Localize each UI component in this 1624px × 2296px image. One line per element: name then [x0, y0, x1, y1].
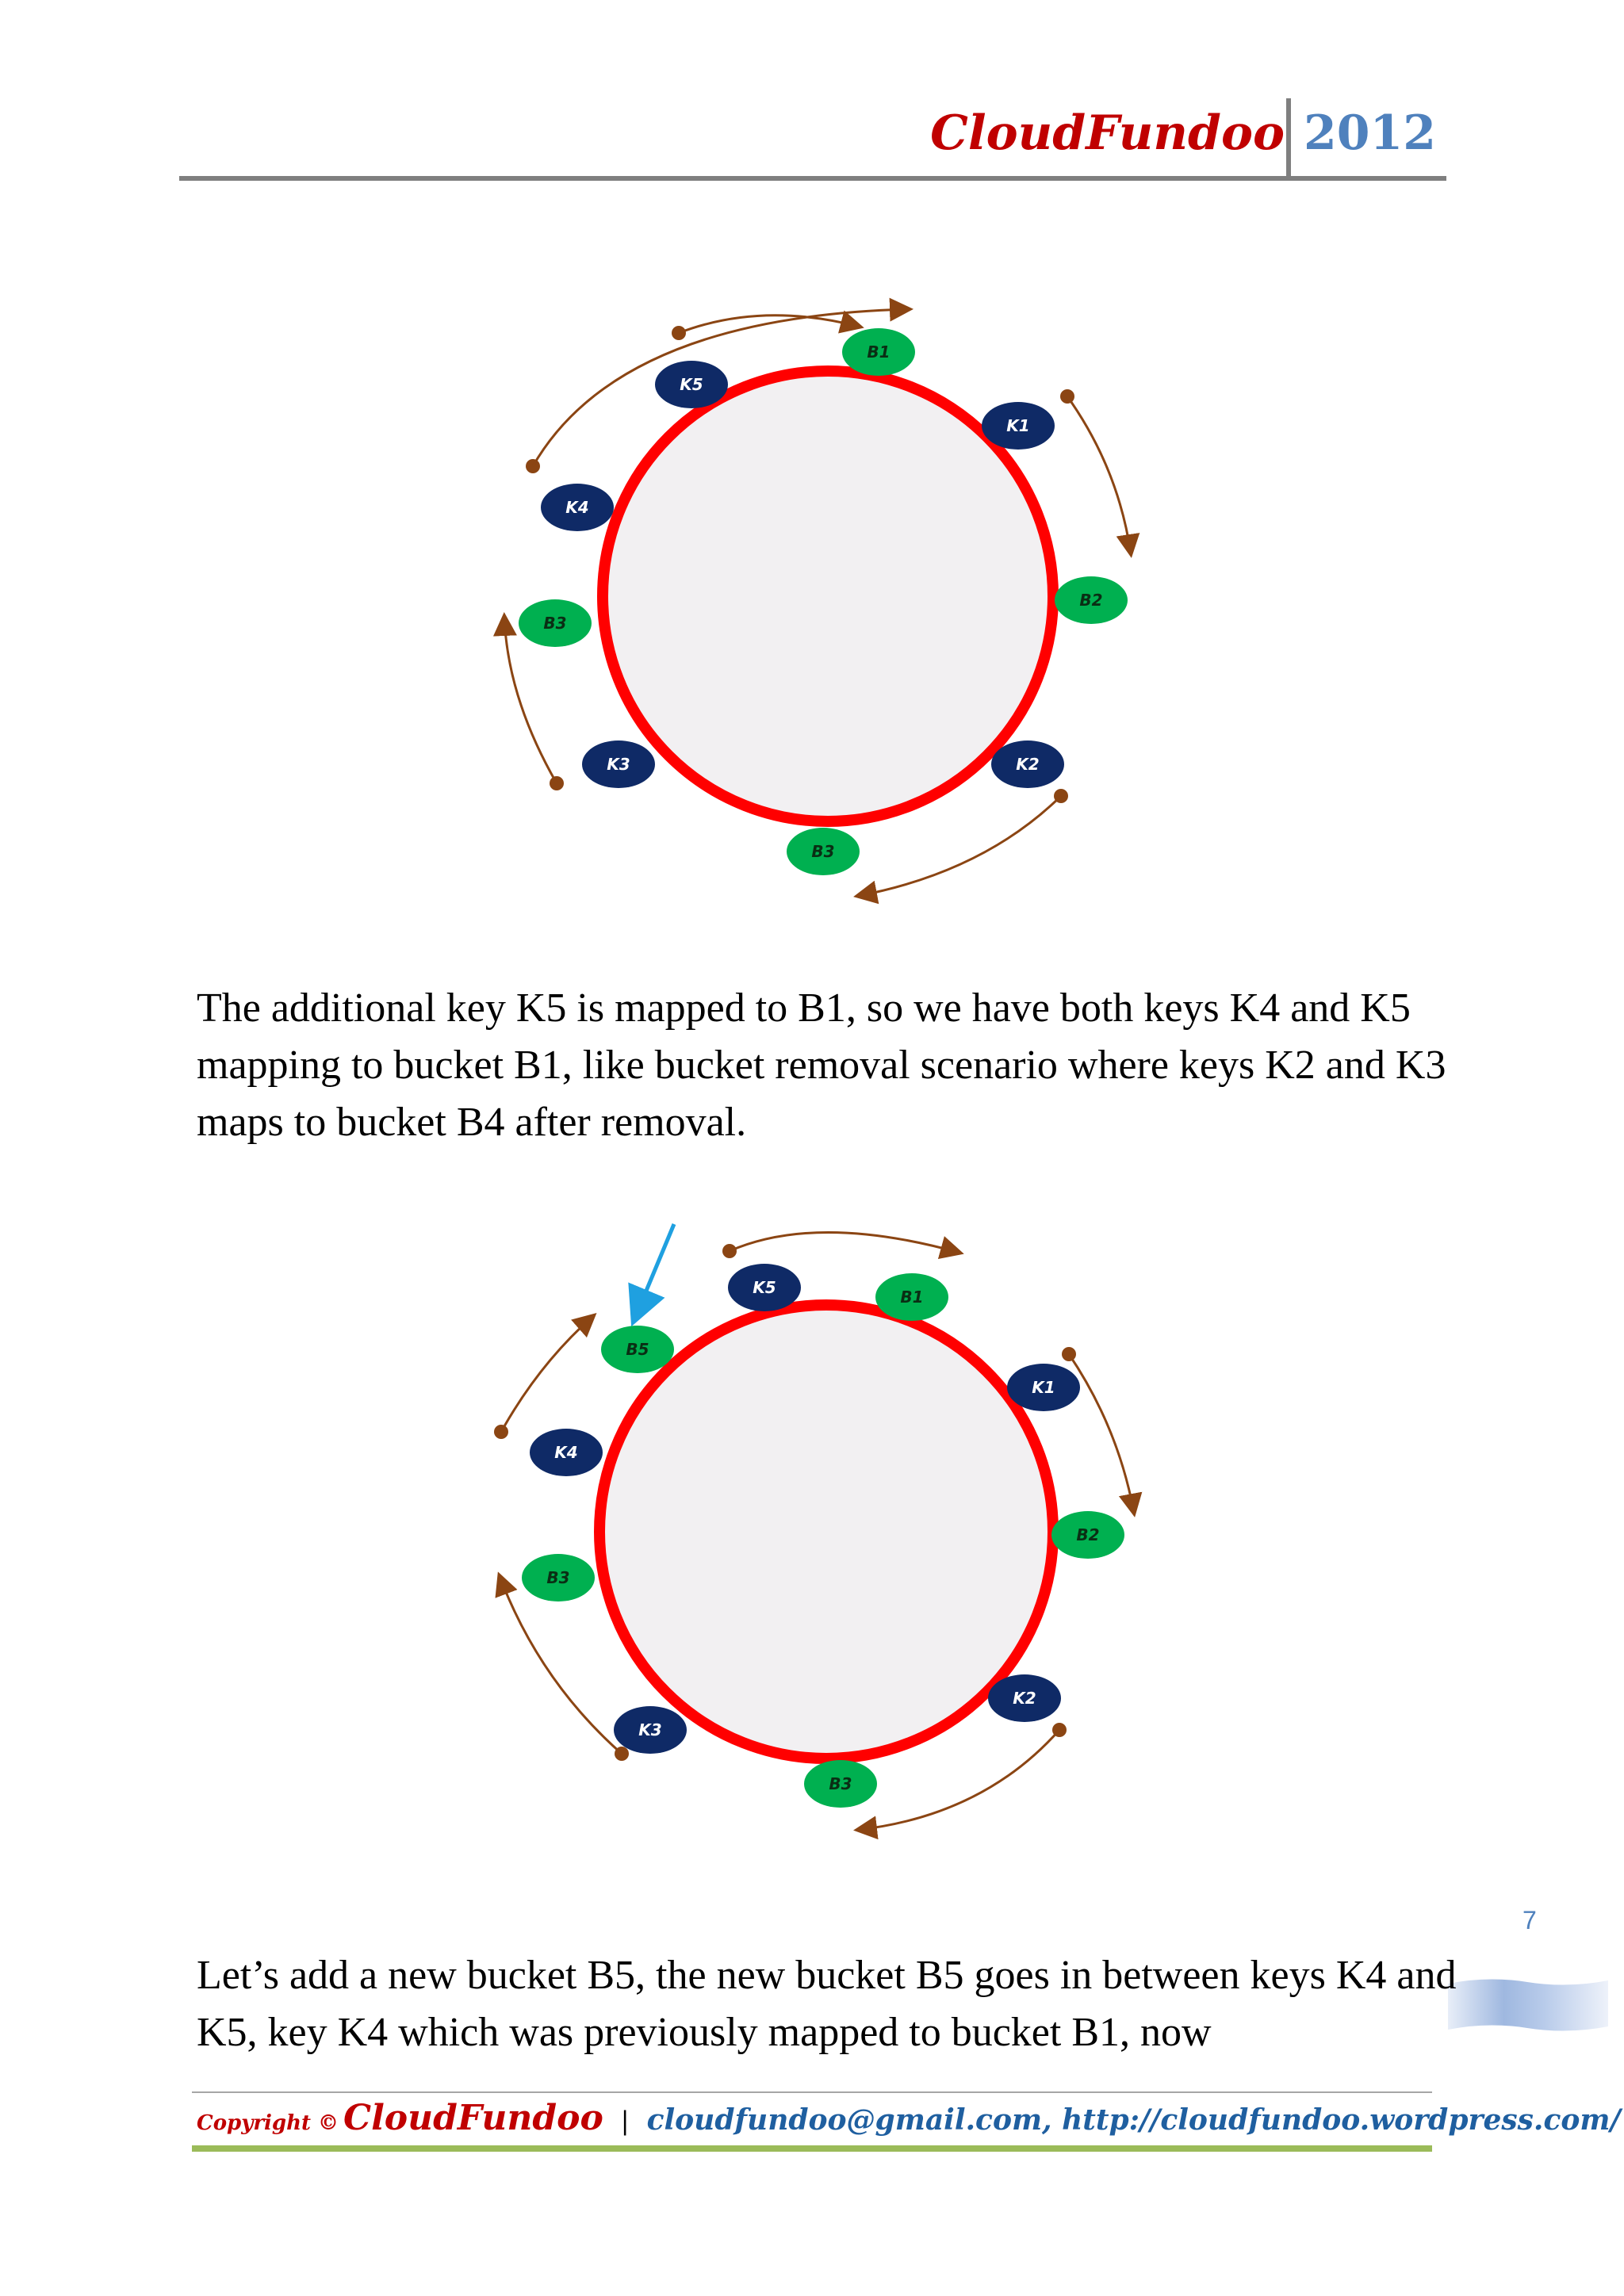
footer-copyright: Copyright ©	[197, 2111, 339, 2135]
ring-node-k4	[541, 484, 614, 531]
ring-node-k5	[655, 361, 728, 408]
ring-node-b3-left	[522, 1554, 595, 1601]
ring-node-k1	[982, 402, 1055, 450]
svg-text:K1: K1	[1006, 416, 1030, 435]
ring-node-b5-new	[601, 1326, 674, 1373]
ring-node-b1	[875, 1273, 948, 1321]
footer-rule-bottom	[192, 2145, 1432, 2152]
ring-node-b3-left	[519, 599, 592, 647]
svg-text:K5: K5	[680, 375, 703, 394]
hash-ring	[599, 1305, 1053, 1758]
footer-rule-top	[192, 2091, 1432, 2093]
ring-node-k1	[1007, 1364, 1080, 1411]
arrow-k4-to-b5	[501, 1316, 593, 1432]
svg-text:B1: B1	[900, 1288, 924, 1307]
ring-node-k3	[614, 1706, 687, 1754]
footer-contact-links[interactable]: cloudfundoo@gmail.com, http://cloudfundoo.wordpress.com/	[646, 2103, 1621, 2137]
arrow-k5-to-b1	[730, 1232, 959, 1253]
svg-text:K1: K1	[1032, 1378, 1055, 1397]
paragraph-key-k5-mapping: The additional key K5 is mapped to B1, so we have both keys K4 and K5 mapping to bucket B1, like bucket removal scenario where keys K2 and K3 maps to bucket B4 after removal.	[197, 985, 1446, 1145]
header-rule	[179, 176, 1446, 181]
consistent-hash-ring-diagram-2	[476, 1205, 1189, 1855]
consistent-hash-ring-diagram-1	[476, 285, 1189, 920]
footer	[197, 2098, 1621, 2138]
svg-text:K2: K2	[1013, 1689, 1036, 1708]
svg-text:K4: K4	[554, 1443, 578, 1462]
svg-text:B1: B1	[867, 342, 891, 362]
ring-node-k5	[728, 1264, 801, 1311]
svg-text:K5: K5	[753, 1278, 776, 1297]
svg-text:B3: B3	[829, 1774, 852, 1793]
footer-separator: |	[620, 2106, 630, 2136]
svg-text:B3: B3	[543, 614, 567, 633]
svg-text:B3: B3	[811, 842, 835, 861]
arrow-k3-to-b3	[500, 1576, 622, 1754]
ring-node-k2	[988, 1674, 1061, 1722]
svg-text:B3: B3	[546, 1568, 570, 1587]
arrow-k1-to-b2	[1069, 1354, 1134, 1513]
header-brand: CloudFundoo	[930, 105, 1285, 161]
svg-text:B2: B2	[1076, 1525, 1100, 1544]
page-number: 7	[1522, 1906, 1537, 1934]
new-bucket-pointer-arrow	[634, 1224, 674, 1319]
header-divider	[1286, 98, 1291, 179]
ring-node-k2	[991, 740, 1064, 788]
svg-text:K4: K4	[565, 498, 589, 517]
ring-node-k3	[582, 740, 655, 788]
page-tab-decoration	[1448, 1976, 1608, 2036]
svg-text:B5: B5	[626, 1340, 649, 1359]
ring-node-b1	[842, 328, 915, 376]
header-year: 2012	[1304, 105, 1436, 161]
ring-node-b2	[1055, 576, 1128, 624]
svg-text:K3: K3	[607, 755, 630, 774]
ring-node-b3-bottom	[787, 828, 860, 875]
footer-brand: CloudFundoo	[343, 2098, 603, 2138]
paragraph-add-bucket-b5: Let’s add a new bucket B5, the new bucket B5 goes in between keys K4 and K5, key K4 which was previously mapped to bucket B1, now	[197, 1953, 1457, 2055]
svg-text:B2: B2	[1079, 591, 1103, 610]
ring-node-k4	[530, 1429, 603, 1476]
ring-node-b2	[1051, 1511, 1124, 1559]
hash-ring	[603, 371, 1053, 821]
arrow-k1-to-b2	[1067, 396, 1131, 553]
svg-text:K2: K2	[1016, 755, 1040, 774]
ring-node-b3-bottom	[804, 1760, 877, 1808]
svg-text:K3: K3	[638, 1720, 662, 1739]
